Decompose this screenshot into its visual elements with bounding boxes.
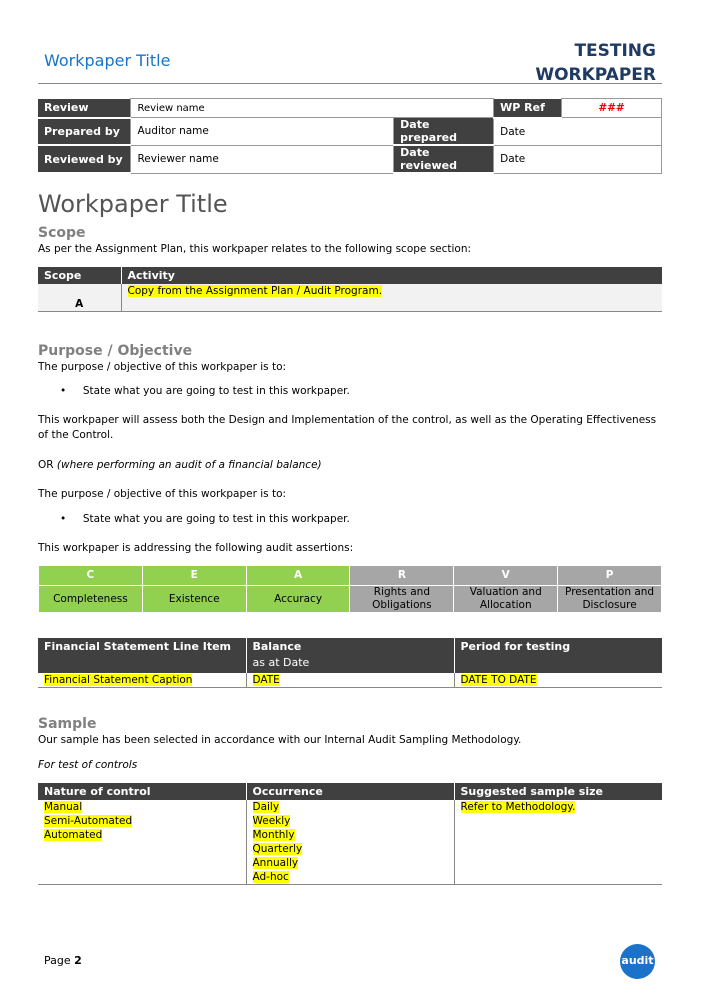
page-label: Page bbox=[44, 954, 71, 967]
assertion-label: Existence bbox=[142, 586, 246, 613]
occurrence-cell bbox=[246, 800, 454, 885]
date-prepared-label: Date prepared bbox=[394, 118, 494, 146]
sample-heading: Sample bbox=[38, 716, 97, 732]
assertion-key: E bbox=[142, 566, 246, 586]
assertion-label: Valuation and Allocation bbox=[454, 586, 558, 613]
audit-logo: audit bbox=[620, 944, 655, 979]
prepared-label: Prepared by bbox=[38, 118, 131, 146]
assertions-table bbox=[38, 565, 662, 613]
fs-col-balance: Balance bbox=[252, 640, 302, 653]
scope-table bbox=[38, 267, 662, 312]
or-line bbox=[38, 458, 662, 473]
scope-col: Scope bbox=[38, 267, 121, 284]
page-number bbox=[44, 954, 82, 967]
activity-col: Activity bbox=[121, 267, 662, 284]
date-reviewed-label: Date reviewed bbox=[394, 145, 494, 173]
wpref-label: WP Ref bbox=[494, 99, 562, 118]
assertion-key: R bbox=[350, 566, 454, 586]
fs-period: DATE TO DATE bbox=[460, 674, 537, 686]
fs-balance: DATE bbox=[252, 674, 280, 686]
page-number-value: 2 bbox=[74, 954, 82, 967]
nature-col: Nature of control bbox=[38, 783, 246, 800]
page-title: Workpaper Title bbox=[38, 190, 228, 218]
sample-sub: For test of controls bbox=[38, 759, 138, 771]
review-table bbox=[38, 98, 662, 174]
bullet-text: State what you are going to test in this workpaper. bbox=[82, 385, 350, 397]
doc-type-line1: TESTING bbox=[574, 41, 656, 61]
activity-value: Copy from the Assignment Plan / Audit Program. bbox=[127, 285, 383, 297]
occurrence-col: Occurrence bbox=[246, 783, 454, 800]
assertion-label: Accuracy bbox=[246, 586, 350, 613]
purpose-heading: Purpose / Objective bbox=[38, 343, 193, 359]
prepared-value[interactable]: Auditor name bbox=[131, 118, 394, 146]
assess-text: This workpaper will assess both the Design and Implementation of the control, as well as the Operating Effectiveness of the Control. bbox=[38, 414, 657, 441]
list-item: Monthly bbox=[252, 829, 295, 841]
assertion-label: Completeness bbox=[39, 586, 143, 613]
list-item: Quarterly bbox=[252, 843, 303, 855]
reviewed-value[interactable]: Reviewer name bbox=[131, 145, 394, 173]
bullet-item: • State what you are going to test in this workpaper. bbox=[60, 513, 350, 525]
sample-table bbox=[38, 783, 662, 885]
scope-value: A bbox=[38, 284, 121, 311]
or-note: (where performing an audit of a financial balance) bbox=[56, 459, 322, 471]
fs-col-balance-sub: as at Date bbox=[252, 656, 310, 669]
purpose-intro-2: The purpose / objective of this workpaper is to: bbox=[38, 488, 287, 500]
header-divider bbox=[38, 83, 662, 84]
assertions-intro: This workpaper is addressing the following audit assertions: bbox=[38, 542, 354, 554]
doc-type-line2: WORKPAPER bbox=[535, 65, 656, 85]
list-item: Weekly bbox=[252, 815, 291, 827]
nature-cell bbox=[38, 800, 246, 885]
list-item: Annually bbox=[252, 857, 299, 869]
fs-caption: Financial Statement Caption bbox=[44, 674, 193, 686]
list-item: Daily bbox=[252, 801, 280, 813]
fs-table bbox=[38, 638, 662, 688]
date-prepared-value[interactable]: Date bbox=[494, 118, 662, 146]
wpref-value[interactable]: ### bbox=[562, 99, 662, 118]
list-item: Manual bbox=[44, 801, 83, 813]
assertion-key: A bbox=[246, 566, 350, 586]
doc-type bbox=[535, 39, 656, 87]
fs-col-line-item: Financial Statement Line Item bbox=[38, 638, 246, 673]
review-value[interactable]: Review name bbox=[131, 99, 494, 118]
assertion-label: Presentation and Disclosure bbox=[558, 586, 662, 613]
assertion-label: Rights and Obligations bbox=[350, 586, 454, 613]
date-reviewed-value[interactable]: Date bbox=[494, 145, 662, 173]
review-label: Review bbox=[38, 99, 131, 118]
bullet-item: • State what you are going to test in this workpaper. bbox=[60, 385, 350, 397]
list-item: Semi-Automated bbox=[44, 815, 133, 827]
assertion-key: P bbox=[558, 566, 662, 586]
reviewed-label: Reviewed by bbox=[38, 145, 131, 173]
sample-intro: Our sample has been selected in accordance with our Internal Audit Sampling Methodology. bbox=[38, 734, 522, 746]
sample-size: Refer to Methodology. bbox=[460, 801, 576, 813]
assertion-key: C bbox=[39, 566, 143, 586]
scope-heading: Scope bbox=[38, 225, 86, 241]
fs-col-period: Period for testing bbox=[454, 638, 662, 673]
assertion-key: V bbox=[454, 566, 558, 586]
or-text: OR bbox=[38, 459, 54, 471]
bullet-text: State what you are going to test in this workpaper. bbox=[82, 513, 350, 525]
list-item: Ad-hoc bbox=[252, 871, 289, 883]
scope-intro: As per the Assignment Plan, this workpaper relates to the following scope section: bbox=[38, 243, 472, 255]
purpose-intro: The purpose / objective of this workpaper is to: bbox=[38, 361, 287, 373]
list-item: Automated bbox=[44, 829, 103, 841]
size-col: Suggested sample size bbox=[454, 783, 662, 800]
header-title: Workpaper Title bbox=[44, 51, 171, 70]
